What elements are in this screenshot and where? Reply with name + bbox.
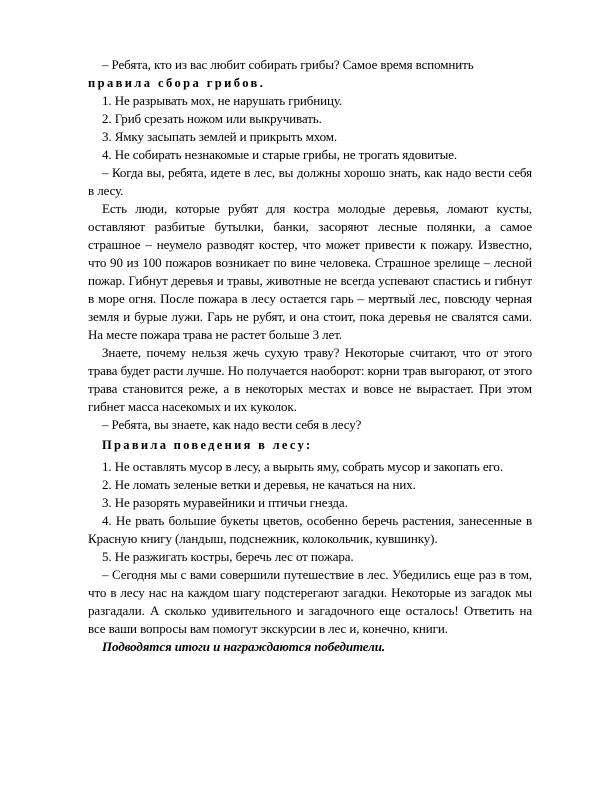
behavior-rule-2: 2. Не ломать зеленые ветки и деревья, не качаться на них. [102,477,416,492]
behavior-rules-title: Правила поведения в лесу: [102,438,313,452]
grass-paragraph: Знаете, почему нельзя жечь сухую траву? Некоторые считают, что от этого трава будет расти лучше. Но получается наоборот: корни трав выгорают, от этого трава становится реже, а в некоторых местах и вовсе не вырастает. При этом гибнет масса насекомых и их куколок. [88,345,532,414]
final-note: Подводятся итоги и награждаются победители. [102,639,386,654]
mushroom-rule-2: 2. Гриб срезать ножом или выкручивать. [102,111,322,126]
behavior-rule-4: 4. Не рвать большие букеты цветов, особенно беречь растения, занесенные в Красную книгу (ландыш, подснежник, колокольчик, кувшинку). [88,513,532,546]
mushroom-rule-1: 1. Не разрывать мох, не нарушать грибницу. [102,93,343,108]
closing-paragraph: – Сегодня мы с вами совершили путешествие в лес. Убедились еще раз в том, что в лесу нас на каждом шагу подстерегают загадки. Некоторые из загадок мы разгадали. А сколько удивительного и загадочного еще осталось! Ответить на все ваши вопросы вам помогут экскурсии в лес и, конечно, книги. [88,567,532,636]
forest-intro: – Когда вы, ребята, идете в лес, вы должны хорошо знать, как надо вести себя в лесу. [88,165,532,198]
behavior-rule-1: 1. Не оставлять мусор в лесу, а вырыть яму, собрать мусор и закопать его. [102,459,503,474]
mushroom-rule-4: 4. Не собирать незнакомые и старые грибы, не трогать ядовитые. [102,147,458,162]
fire-paragraph: Есть люди, которые рубят для костра молодые деревья, ломают кусты, оставляют разбитые бутылки, банки, засоряют лесные полянки, а самое страшное – неумело разводят костер, что может привести к пожару. Известно, что 90 из 100 пожаров возникает по вине человека. Страшное зрелище – лесной пожар. Гибнут деревья и травы, животные не всегда успевают спастись и гибнут в море огня. После пожара в лесу остается гарь – мертвый лес, повсюду черная земля и бурые лужи. Гарь не рубят, и она стоит, пока деревья не свалятся сами. На месте пожара трава не растет больше 3 лет. [88,201,532,342]
intro-question: – Ребята, кто из вас любит собирать грибы? Самое время вспомнить [102,57,474,72]
mushroom-rule-3: 3. Ямку засыпать землей и прикрыть мхом. [102,129,338,144]
behavior-question: – Ребята, вы знаете, как надо вести себя в лесу? [102,417,362,432]
behavior-rule-5: 5. Не разжигать костры, беречь лес от пожара. [102,549,354,564]
behavior-rule-3: 3. Не разорять муравейники и птичьи гнезда. [102,495,348,510]
document-body [88,56,532,656]
mushroom-rules-title: правила сбора грибов. [88,76,266,90]
